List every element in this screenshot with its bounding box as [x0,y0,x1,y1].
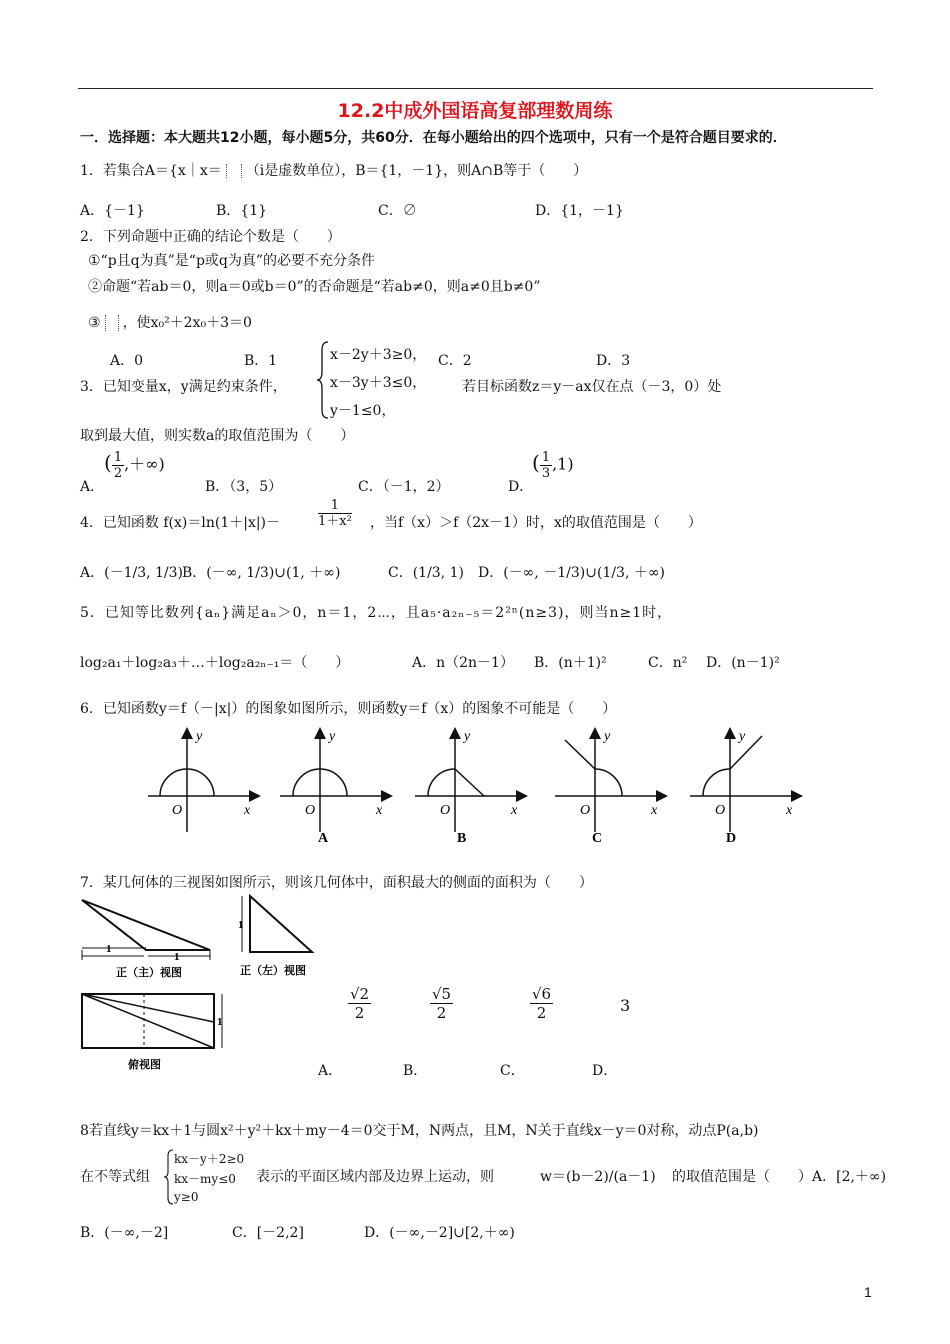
q8-option-d: D．(－∞,－2]∪[2,＋∞) [364,1225,515,1241]
q2-statement-1: ①“p且q为真”是“p或q为真”的必要不充分条件 [88,253,376,269]
q1-stem-2: （i是虚数单位），B＝{1，－1}，则A∩B等于（ ） [245,163,588,179]
q7-dim-front-1: 1 [106,943,112,955]
q3-brace [316,340,330,420]
q6-origin-a: O [305,803,316,818]
q1-set-symbol [226,164,242,178]
q1-option-c: C．∅ [378,203,417,219]
q7-option-a: A． [318,1063,343,1079]
q6-figures [140,722,820,852]
q7-option-d: D． [592,1063,618,1079]
q7-dim-top: 1 [217,1016,223,1028]
q6-graph-c [555,729,665,846]
q8-ineq-1: kx－y＋2≥0 [174,1152,245,1166]
q6-graph-d [690,729,800,846]
q8-stem-2: 在不等式组 [80,1169,150,1185]
q3-constraint-1: x－2y＋3≥0， [330,347,427,363]
q7-side-view [238,896,312,977]
q6-given-graph [148,729,258,832]
q7-dim-front-2: 1 [174,951,180,963]
q3-option-a-label: A． [80,479,105,495]
q1-option-a: A．{－1} [80,203,145,219]
q2-option-b: B．1 [244,353,278,369]
q4-option-c: C．(1/3, 1) [388,565,464,581]
q7-value-d: 3 [620,996,631,1015]
q7-stem: 7．某几何体的三视图如图所示，则该几何体中，面积最大的侧面的面积为（ ） [80,875,593,891]
q8-ineq-2: kx－my≤0 [174,1172,236,1186]
section-heading: 一．选择题：本大题共12小题，每小题5分，共60分．在每小题给出的四个选项中，只有一个是符合题目要求的． [80,130,787,146]
q4-option-a: A．(－1/3, 1/3) [80,565,183,581]
q3-stem-2: 若目标函数z＝y－ax仅在点（－3，0）处 [462,379,722,395]
q7-front-view [82,900,210,979]
q3-stem: 3．已知变量x，y满足约束条件， [80,379,287,395]
q6-y-label-a: y [329,729,336,744]
q2-s3-text: ，使x₀²＋2x₀＋3＝0 [122,315,252,331]
q8-option-c: C．[－2,2] [232,1225,304,1241]
q3-option-a-value: ( $\frac{1}{2}$ ,＋∞) [104,450,165,481]
q6-label-d: D [726,831,737,846]
q5-option-d: D．(n－1)² [706,655,780,671]
q3-constraint-3: y－1≤0， [330,403,396,419]
q2-option-c: C．2 [438,353,472,369]
q6-label-c: C [592,831,603,846]
q2-stem: 2．下列命题中正确的结论个数是（ ） [80,229,341,245]
q1-stem: 1．若集合A＝{x｜x＝ [80,163,222,179]
q6-y-label-d: y [739,729,746,744]
q2-statement-2: ②命题“若ab＝0，则a＝0或b＝0”的否命题是“若ab≠0，则a≠0且b≠0” [88,279,541,295]
q1-option-d: D．{1，－1} [535,203,624,219]
q6-graph-a [280,729,390,846]
q4-option-d: D．(－∞, －1/3)∪(1/3, ＋∞) [478,565,665,581]
q7-top-view [82,994,223,1071]
q6-x-label-c: x [651,803,658,818]
q5-option-c: C．n² [648,655,688,671]
q7-value-b: $\frac{√5}{2}$ [432,985,452,1022]
q8-stem: 8若直线y＝kx＋1与圆x²＋y²＋kx＋my－4＝0交于M，N两点，且M，N关于直线x－y＝0对称，动点P(a,b) [80,1123,759,1139]
q3-option-c: C．（－1，2） [358,479,450,495]
q2-statement-3 [88,312,252,332]
q4-fraction [318,498,352,529]
q6-y-label-0: y [196,729,203,744]
q7-value-a: $\frac{√2}{2}$ [350,985,370,1022]
q8-option-b: B．(－∞,－2] [80,1225,169,1241]
q6-origin-0: O [172,803,183,818]
q4-option-b: B．(－∞, 1/3)∪(1, ＋∞) [182,565,341,581]
q4-frac-num: 1 [318,498,352,514]
q4-stem: 4．已知函数 f(x)＝ln(1＋|x|)－ [80,515,281,531]
q8-stem-3: 表示的平面区域内部及边界上运动，则 [256,1169,494,1185]
q7-dim-side: 1 [238,919,244,931]
q2-quantifier-symbol [105,315,119,331]
q5-option-b: B．(n＋1)² [534,655,607,671]
q4-frac-den: 1＋x² [318,514,352,529]
q6-graph-b [415,729,525,846]
q6-label-a: A [318,831,329,846]
q2-option-d: D．3 [596,353,631,369]
q6-x-label-b: x [511,803,518,818]
q1 [80,160,587,180]
q7-value-c: $\frac{√6}{2}$ [532,985,552,1022]
q3-option-b: B．（3，5） [205,479,283,495]
q5-stem: 5．已知等比数列{aₙ}满足aₙ＞0，n＝1，2⋯，且a₅·a₂ₙ₋₅＝2²ⁿ(n≥3)，则当n≥1时， [80,605,673,621]
q6-origin-b: O [440,803,451,818]
q7-front-label: 正（主）视图 [116,967,182,979]
q8-brace [164,1148,174,1206]
q3-constraint-2: x－3y＋3≤0， [330,375,427,391]
q2-s3-label: ③ [88,315,101,331]
q7-option-b: B． [403,1063,428,1079]
q6-origin-c: O [580,803,591,818]
header-rule [78,88,873,89]
q1-option-b: B．{1} [216,203,268,219]
page-title: 12.2中成外国语高复部理数周练 [337,100,613,122]
q7-option-c: C． [500,1063,525,1079]
q4-stem-2: ，当f（x）＞f（2x－1）时，x的取值范围是（ ） [370,515,702,531]
q6-y-label-b: y [464,729,471,744]
q6-x-label-0: x [244,803,251,818]
q6-x-label-a: x [376,803,383,818]
q7-side-label: 正（左）视图 [240,965,306,977]
q3-option-d-value: ( $\frac{1}{3}$ ,1) [532,450,574,481]
q5-option-a: A．n（2n－1） [412,655,514,671]
page-number: 1 [864,1284,872,1300]
q6-stem: 6．已知函数y＝f（－|x|）的图象如图所示，则函数y＝f（x）的图象不可能是（ ） [80,701,617,717]
q3-stem-3: 取到最大值，则实数a的取值范围为（ ） [80,428,355,444]
q3-option-d-label: D． [508,479,534,495]
q8-w-expression: w＝(b－2)/(a－1) [540,1169,656,1185]
q6-x-label-d: x [786,803,793,818]
q7-three-views [76,894,336,1074]
q5-stem-2: log₂a₁＋log₂a₃＋…＋log₂a₂ₙ₋₁＝（ ） [80,655,350,671]
q8-stem-4: 的取值范围是（ ）A．[2,＋∞) [672,1169,887,1185]
q2-option-a: A．0 [110,353,144,369]
q6-label-b: B [457,831,467,846]
q7-top-label: 俯视图 [128,1059,161,1071]
q6-y-label-c: y [604,729,611,744]
q6-origin-d: O [715,803,726,818]
q8-ineq-3: y≥0 [174,1190,199,1204]
